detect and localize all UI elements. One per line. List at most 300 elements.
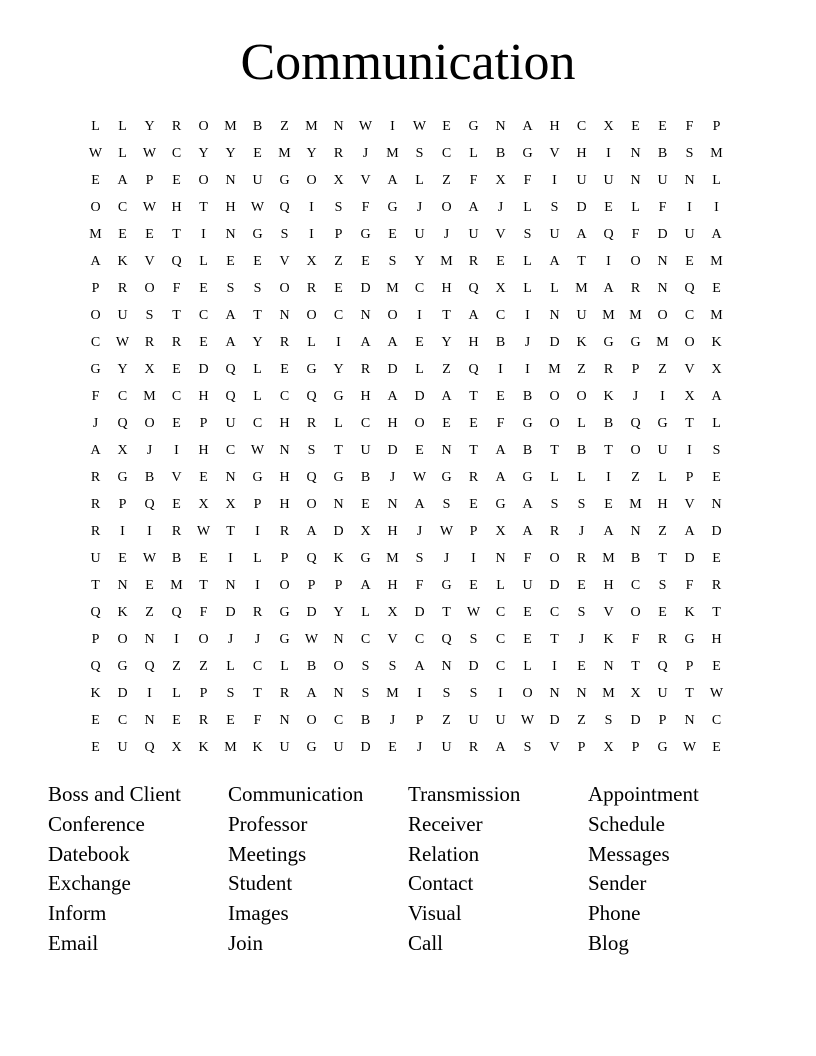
grid-letter: U xyxy=(333,740,344,755)
grid-letter: E xyxy=(172,173,181,188)
grid-letter: R xyxy=(171,335,182,350)
grid-letter: X xyxy=(306,254,317,269)
grid-letter: H xyxy=(387,524,398,539)
grid-letter: L xyxy=(280,659,289,674)
grid-letter: H xyxy=(279,497,290,512)
word-list-item: Relation xyxy=(408,841,480,866)
grid-letter: L xyxy=(523,659,532,674)
grid-letter: O xyxy=(549,551,560,566)
grid-letter: A xyxy=(522,524,533,539)
grid-letter: E xyxy=(469,416,478,431)
grid-letter: H xyxy=(468,335,479,350)
grid-letter: U xyxy=(279,740,290,755)
grid-letter: A xyxy=(360,578,371,593)
grid-letter: T xyxy=(712,605,721,620)
grid-letter: M xyxy=(656,335,669,350)
grid-letter: O xyxy=(630,254,641,269)
grid-letter: S xyxy=(523,740,532,755)
grid-letter: E xyxy=(604,200,613,215)
grid-letter: G xyxy=(279,605,290,620)
grid-letter: M xyxy=(89,227,102,242)
grid-letter: O xyxy=(441,200,452,215)
grid-letter: N xyxy=(225,470,236,485)
grid-letter: C xyxy=(198,308,209,323)
grid-letter: I xyxy=(606,470,611,485)
page-title: Communication xyxy=(240,34,576,91)
grid-letter: X xyxy=(495,173,506,188)
word-list-item: Student xyxy=(228,871,293,896)
grid-letter: C xyxy=(117,713,128,728)
grid-letter: D xyxy=(360,740,371,755)
grid-letter: A xyxy=(387,335,398,350)
grid-letter: E xyxy=(523,605,532,620)
grid-letter: E xyxy=(415,335,424,350)
grid-letter: A xyxy=(117,173,128,188)
grid-letter: E xyxy=(388,740,397,755)
grid-letter: U xyxy=(522,578,533,593)
grid-letter: W xyxy=(682,740,697,755)
grid-letter: N xyxy=(441,443,452,458)
grid-letter: G xyxy=(468,119,479,134)
grid-letter: A xyxy=(495,443,506,458)
grid-letter: N xyxy=(225,578,236,593)
grid-letter: S xyxy=(712,443,721,458)
grid-letter: L xyxy=(253,362,262,377)
grid-letter: D xyxy=(387,362,398,377)
grid-letter: L xyxy=(415,173,424,188)
grid-letter: S xyxy=(550,497,559,512)
grid-letter: W xyxy=(142,551,157,566)
grid-letter: C xyxy=(117,200,128,215)
grid-letter: L xyxy=(226,659,235,674)
grid-letter: P xyxy=(631,362,640,377)
grid-letter: O xyxy=(279,281,290,296)
grid-letter: S xyxy=(415,146,424,161)
grid-letter: I xyxy=(147,524,152,539)
grid-letter: H xyxy=(387,416,398,431)
grid-letter: I xyxy=(525,308,530,323)
grid-letter: K xyxy=(252,740,263,755)
grid-letter: F xyxy=(523,173,532,188)
grid-row xyxy=(82,653,732,680)
grid-letter: R xyxy=(657,632,668,647)
grid-letter: A xyxy=(387,173,398,188)
grid-letter: G xyxy=(684,632,695,647)
grid-letter: Z xyxy=(172,659,181,674)
grid-letter: Z xyxy=(658,362,667,377)
grid-letter: Z xyxy=(631,470,640,485)
grid-letter: N xyxy=(576,686,587,701)
grid-letter: E xyxy=(226,713,235,728)
grid-letter: D xyxy=(630,713,641,728)
grid-letter: K xyxy=(603,632,614,647)
grid-letter: L xyxy=(118,119,127,134)
grid-letter: P xyxy=(91,632,100,647)
grid-letter: T xyxy=(199,200,208,215)
grid-letter: O xyxy=(306,713,317,728)
grid-letter: Z xyxy=(442,713,451,728)
grid-letter: S xyxy=(388,254,397,269)
grid-letter: M xyxy=(278,146,291,161)
grid-letter: C xyxy=(252,659,263,674)
grid-letter: V xyxy=(360,173,371,188)
grid-letter: J xyxy=(416,200,423,215)
grid-row xyxy=(82,221,732,248)
grid-letter: U xyxy=(441,740,452,755)
grid-row xyxy=(82,626,732,653)
word-list-item: Appointment xyxy=(588,782,699,806)
grid-letter: W xyxy=(358,119,373,134)
grid-row xyxy=(82,302,732,329)
grid-letter: H xyxy=(360,389,371,404)
grid-letter: S xyxy=(226,686,235,701)
grid-letter: H xyxy=(603,578,614,593)
grid-letter: N xyxy=(333,497,344,512)
grid-letter: I xyxy=(174,443,179,458)
grid-letter: N xyxy=(279,308,290,323)
grid-letter: U xyxy=(657,686,668,701)
grid-letter: O xyxy=(522,686,533,701)
grid-letter: S xyxy=(307,443,316,458)
grid-letter: Y xyxy=(117,362,128,377)
grid-letter: N xyxy=(495,551,506,566)
grid-row xyxy=(82,140,732,167)
grid-letter: M xyxy=(602,308,615,323)
grid-letter: C xyxy=(90,335,101,350)
grid-letter: G xyxy=(306,740,317,755)
grid-letter: H xyxy=(279,470,290,485)
grid-letter: A xyxy=(360,335,371,350)
grid-letter: E xyxy=(712,740,721,755)
grid-letter: T xyxy=(631,659,640,674)
grid-letter: I xyxy=(255,524,260,539)
grid-letter: D xyxy=(387,443,398,458)
grid-row xyxy=(82,518,732,545)
grid-letter: X xyxy=(144,362,155,377)
grid-letter: B xyxy=(522,389,533,404)
grid-letter: Y xyxy=(144,119,155,134)
grid-letter: E xyxy=(523,632,532,647)
grid-letter: L xyxy=(253,389,262,404)
grid-letter: C xyxy=(333,308,344,323)
grid-letter: N xyxy=(333,632,344,647)
word-list-item: Datebook xyxy=(48,841,130,866)
grid-letter: B xyxy=(360,713,371,728)
grid-letter: N xyxy=(117,578,128,593)
grid-letter: L xyxy=(253,551,262,566)
grid-letter: Z xyxy=(442,362,451,377)
grid-letter: C xyxy=(414,632,425,647)
grid-letter: R xyxy=(90,524,101,539)
grid-letter: O xyxy=(306,173,317,188)
grid-letter: C xyxy=(414,281,425,296)
grid-letter: J xyxy=(497,200,504,215)
grid-letter: W xyxy=(439,524,454,539)
grid-letter: I xyxy=(201,227,206,242)
grid-letter: E xyxy=(712,551,721,566)
grid-letter: E xyxy=(253,146,262,161)
grid-letter: E xyxy=(253,254,262,269)
grid-letter: H xyxy=(549,119,560,134)
grid-letter: E xyxy=(280,362,289,377)
grid-letter: J xyxy=(146,443,153,458)
grid-letter: U xyxy=(549,227,560,242)
grid-row xyxy=(82,464,732,491)
grid-letter: Q xyxy=(441,632,452,647)
grid-letter: C xyxy=(117,389,128,404)
grid-letter: W xyxy=(466,605,481,620)
grid-letter: J xyxy=(578,524,585,539)
grid-letter: S xyxy=(550,200,559,215)
grid-row xyxy=(82,329,732,356)
grid-letter: M xyxy=(710,308,723,323)
grid-letter: X xyxy=(603,119,614,134)
grid-letter: O xyxy=(387,308,398,323)
grid-letter: U xyxy=(468,713,479,728)
grid-letter: O xyxy=(144,281,155,296)
grid-row xyxy=(82,113,732,140)
grid-letter: H xyxy=(657,497,668,512)
grid-letter: C xyxy=(171,146,182,161)
grid-row xyxy=(82,734,732,761)
grid-letter: W xyxy=(115,335,130,350)
grid-letter: I xyxy=(714,200,719,215)
grid-letter: E xyxy=(658,119,667,134)
grid-letter: O xyxy=(90,200,101,215)
grid-letter: J xyxy=(389,713,396,728)
grid-letter: R xyxy=(549,524,560,539)
grid-letter: Q xyxy=(144,497,155,512)
grid-letter: I xyxy=(606,146,611,161)
grid-letter: E xyxy=(469,497,478,512)
grid-letter: E xyxy=(118,551,127,566)
grid-letter: B xyxy=(252,119,263,134)
grid-letter: F xyxy=(658,200,667,215)
grid-letter: G xyxy=(306,362,317,377)
grid-letter: G xyxy=(333,470,344,485)
grid-letter: S xyxy=(442,686,451,701)
grid-letter: M xyxy=(143,389,156,404)
grid-letter: P xyxy=(307,578,316,593)
word-list-item: Communication xyxy=(228,782,364,806)
word-list-item: Messages xyxy=(588,841,670,866)
grid-letter: U xyxy=(252,173,263,188)
grid-row xyxy=(82,248,732,275)
grid-letter: N xyxy=(684,173,695,188)
grid-letter: E xyxy=(172,362,181,377)
grid-letter: R xyxy=(603,362,614,377)
grid-letter: U xyxy=(117,308,128,323)
grid-letter: K xyxy=(684,605,695,620)
grid-letter: R xyxy=(333,146,344,161)
grid-letter: G xyxy=(360,551,371,566)
grid-letter: D xyxy=(414,605,425,620)
grid-letter: W xyxy=(88,146,103,161)
grid-letter: R xyxy=(711,578,722,593)
grid-letter: M xyxy=(224,119,237,134)
grid-letter: E xyxy=(469,578,478,593)
grid-letter: A xyxy=(603,281,614,296)
grid-letter: A xyxy=(495,740,506,755)
grid-letter: E xyxy=(199,281,208,296)
grid-letter: P xyxy=(631,740,640,755)
word-list-item: Conference xyxy=(48,811,145,836)
grid-row xyxy=(82,545,732,572)
grid-letter: E xyxy=(172,416,181,431)
grid-letter: T xyxy=(604,443,613,458)
grid-letter: I xyxy=(309,200,314,215)
grid-letter: N xyxy=(279,443,290,458)
grid-letter: A xyxy=(225,308,236,323)
grid-letter: R xyxy=(90,497,101,512)
grid-letter: P xyxy=(415,713,424,728)
grid-letter: I xyxy=(255,578,260,593)
grid-letter: Q xyxy=(171,605,182,620)
grid-letter: V xyxy=(549,740,560,755)
grid-letter: C xyxy=(252,416,263,431)
grid-letter: Q xyxy=(225,389,236,404)
grid-letter: S xyxy=(253,281,262,296)
grid-letter: A xyxy=(90,254,101,269)
grid-letter: R xyxy=(306,281,317,296)
grid-letter: M xyxy=(629,308,642,323)
word-list-item: Transmission xyxy=(408,782,521,806)
grid-letter: X xyxy=(684,389,695,404)
grid-letter: N xyxy=(360,308,371,323)
grid-letter: T xyxy=(172,308,181,323)
grid-letter: H xyxy=(198,389,209,404)
grid-letter: K xyxy=(333,551,344,566)
grid-letter: C xyxy=(279,389,290,404)
word-list-item: Inform xyxy=(48,901,107,926)
grid-letter: N xyxy=(333,686,344,701)
grid-letter: R xyxy=(630,281,641,296)
grid-letter: A xyxy=(414,659,425,674)
grid-letter: C xyxy=(441,146,452,161)
grid-letter: T xyxy=(253,686,262,701)
grid-letter: E xyxy=(442,119,451,134)
grid-letter: D xyxy=(549,335,560,350)
grid-letter: X xyxy=(711,362,722,377)
grid-letter: C xyxy=(360,416,371,431)
grid-row xyxy=(82,599,732,626)
grid-letter: Z xyxy=(280,119,289,134)
grid-letter: L xyxy=(712,173,721,188)
grid-letter: O xyxy=(198,173,209,188)
grid-letter: E xyxy=(685,254,694,269)
grid-letter: O xyxy=(630,443,641,458)
grid-letter: J xyxy=(416,740,423,755)
grid-letter: T xyxy=(91,578,100,593)
grid-letter: I xyxy=(687,443,692,458)
grid-letter: E xyxy=(145,578,154,593)
grid-letter: Q xyxy=(117,416,128,431)
word-list-item: Boss and Client xyxy=(48,782,182,806)
grid-letter: I xyxy=(552,659,557,674)
grid-letter: U xyxy=(117,740,128,755)
grid-letter: V xyxy=(603,605,614,620)
grid-letter: B xyxy=(657,146,668,161)
grid-letter: O xyxy=(198,119,209,134)
grid-letter: R xyxy=(252,605,263,620)
grid-letter: R xyxy=(468,740,479,755)
grid-letter: N xyxy=(549,686,560,701)
grid-letter: N xyxy=(711,497,722,512)
word-list-item: Call xyxy=(408,930,443,955)
grid-letter: M xyxy=(440,254,453,269)
grid-letter: A xyxy=(468,308,479,323)
grid-letter: I xyxy=(228,551,233,566)
grid-letter: V xyxy=(684,497,695,512)
grid-letter: D xyxy=(711,524,722,539)
grid-letter: T xyxy=(253,308,262,323)
grid-letter: S xyxy=(577,497,586,512)
grid-letter: P xyxy=(280,551,289,566)
grid-letter: F xyxy=(415,578,424,593)
grid-letter: H xyxy=(171,200,182,215)
grid-row xyxy=(82,491,732,518)
grid-letter: P xyxy=(145,173,154,188)
grid-letter: G xyxy=(279,173,290,188)
grid-letter: L xyxy=(91,119,100,134)
grid-letter: P xyxy=(685,659,694,674)
word-column xyxy=(588,780,768,959)
word-list-item: Phone xyxy=(588,901,641,926)
grid-letter: J xyxy=(92,416,99,431)
grid-row xyxy=(82,275,732,302)
grid-letter: T xyxy=(334,443,343,458)
grid-letter: I xyxy=(498,686,503,701)
grid-letter: G xyxy=(657,416,668,431)
grid-letter: E xyxy=(712,659,721,674)
grid-letter: C xyxy=(495,308,506,323)
word-list-item: Meetings xyxy=(228,841,307,866)
grid-letter: M xyxy=(386,281,399,296)
grid-letter: I xyxy=(525,362,530,377)
grid-letter: E xyxy=(91,713,100,728)
grid-letter: O xyxy=(198,632,209,647)
grid-letter: X xyxy=(198,497,209,512)
grid-letter: G xyxy=(117,659,128,674)
word-list-item: Join xyxy=(228,930,264,955)
grid-letter: G xyxy=(522,470,533,485)
grid-letter: L xyxy=(550,281,559,296)
grid-letter: Z xyxy=(577,713,586,728)
grid-letter: T xyxy=(577,254,586,269)
grid-letter: G xyxy=(441,470,452,485)
grid-letter: Z xyxy=(658,524,667,539)
grid-letter: E xyxy=(496,389,505,404)
grid-letter: U xyxy=(657,443,668,458)
grid-letter: R xyxy=(279,686,290,701)
grid-letter: E xyxy=(226,254,235,269)
grid-letter: M xyxy=(386,686,399,701)
grid-letter: O xyxy=(414,416,425,431)
grid-letter: J xyxy=(227,632,234,647)
grid-letter: G xyxy=(252,470,263,485)
grid-letter: K xyxy=(117,254,128,269)
grid-letter: T xyxy=(226,524,235,539)
grid-letter: G xyxy=(252,227,263,242)
grid-letter: T xyxy=(469,443,478,458)
grid-letter: S xyxy=(388,659,397,674)
grid-letter: E xyxy=(118,227,127,242)
grid-letter: X xyxy=(603,740,614,755)
grid-letter: L xyxy=(523,200,532,215)
grid-letter: S xyxy=(361,659,370,674)
grid-letter: L xyxy=(118,146,127,161)
grid-letter: V xyxy=(387,632,398,647)
